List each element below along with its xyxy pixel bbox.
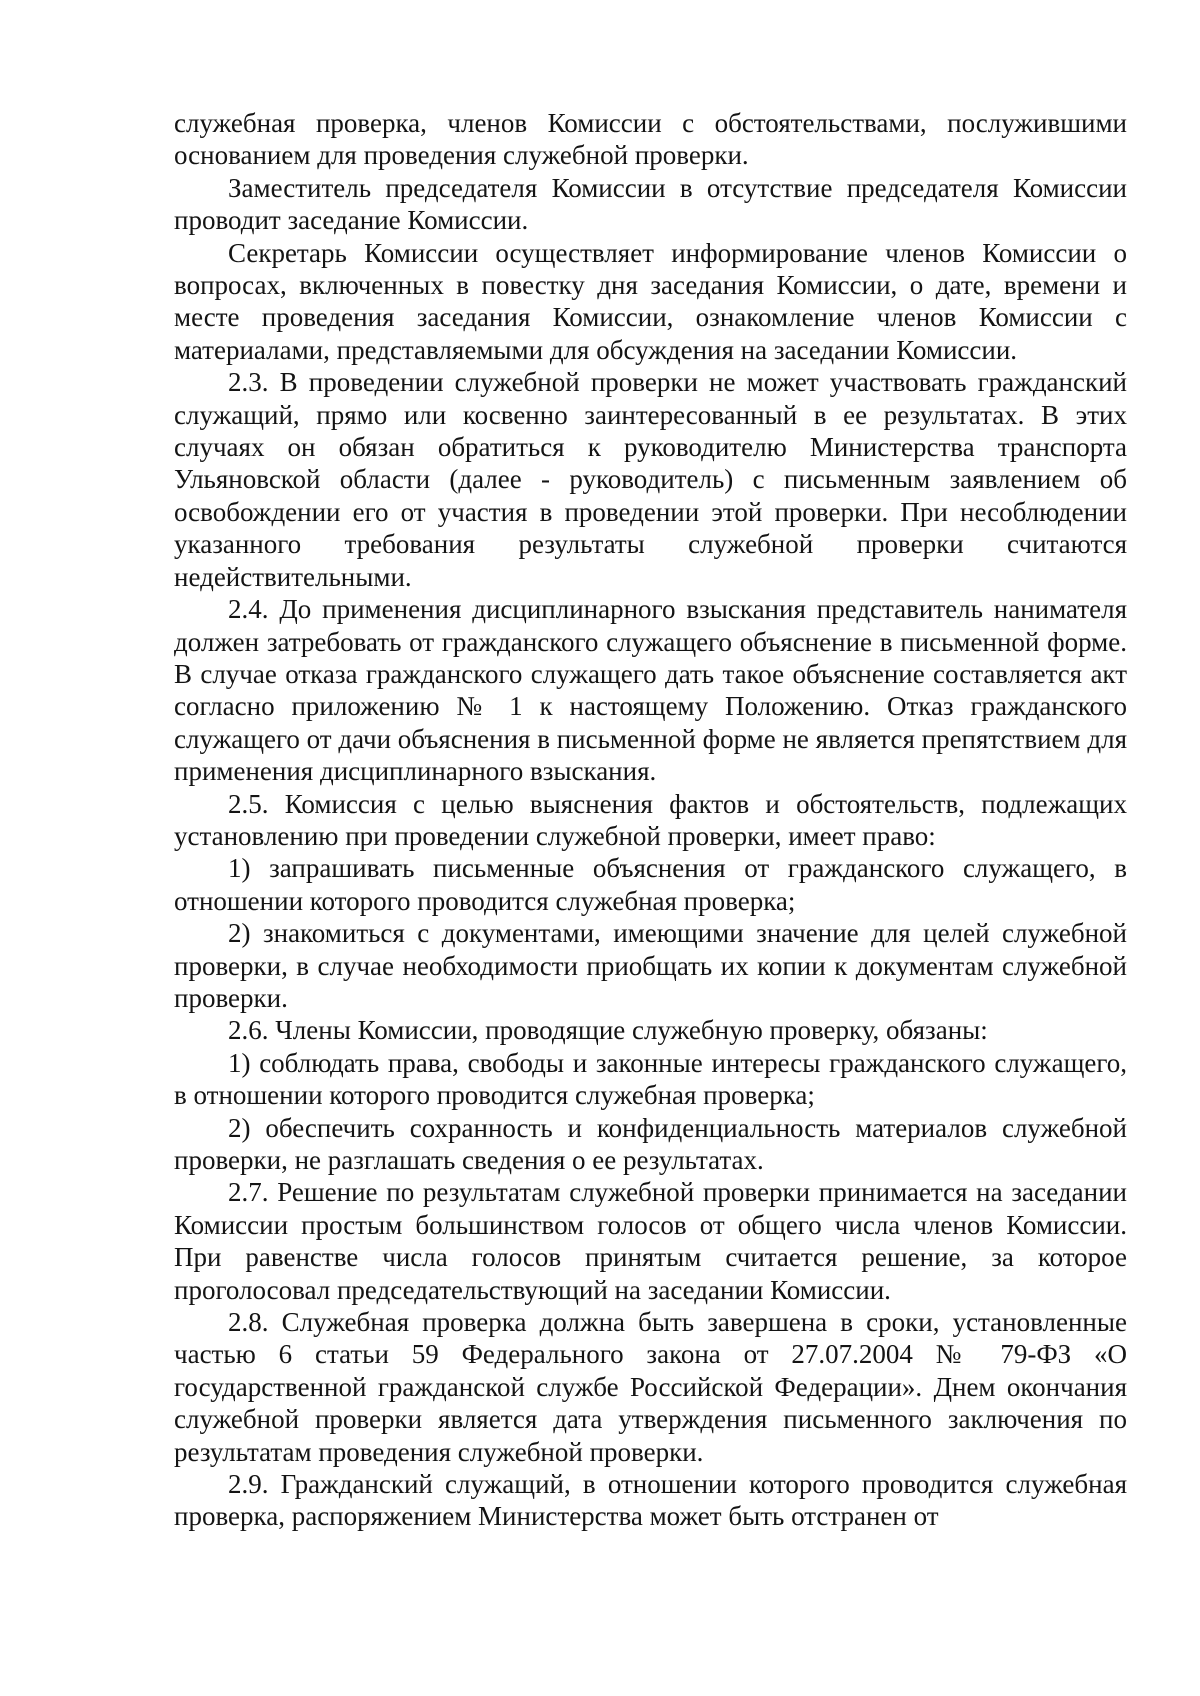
- paragraph-deputy-chair: Заместитель председателя Комиссии в отсутствие председателя Комиссии проводит заседание Комиссии.: [174, 172, 1127, 236]
- paragraph-2-8: 2.8. Служебная проверка должна быть завершена в сроки, установленные частью 6 статьи 59 Федерального закона от 27.07.2004 № 79-ФЗ «О государственной гражданской службе Российской Федерации». Днем окончания служебной проверки является дата утверждения письменного заключения по результатам проведения служебной проверки.: [174, 1307, 1127, 1467]
- paragraph-2-3: 2.3. В проведении служебной проверки не может участвовать гражданский служащий, прямо или косвенно заинтересованный в ее результатах. В этих случаях он обязан обратиться к руководителю Министерства транспорта Ульяновской области (далее - руководитель) с письменным заявлением об освобождении его от участия в проведении этой проверки. При несоблюдении указанного требования результаты служебной проверки считаются недействительными.: [174, 367, 1127, 592]
- paragraph-2-9: 2.9. Гражданский служащий, в отношении которого проводится служебная проверка, распоряжением Министерства может быть отстранен от: [174, 1469, 1127, 1532]
- document-body: [174, 107, 1127, 1533]
- paragraph-continuation: служебная проверка, членов Комиссии с обстоятельствами, послужившими основанием для проведения служебной проверки.: [174, 108, 1127, 171]
- paragraph-2-6-item-1: 1) соблюдать права, свободы и законные интересы гражданского служащего, в отношении которого проводится служебная проверка;: [174, 1047, 1127, 1111]
- paragraph-2-6: 2.6. Члены Комиссии, проводящие служебную проверку, обязаны:: [228, 1015, 988, 1046]
- paragraph-2-5-item-2: 2) знакомиться с документами, имеющими значение для целей служебной проверки, в случае необходимости приобщать их копии к документам служебной проверки.: [174, 918, 1127, 1013]
- paragraph-secretary: Секретарь Комиссии осуществляет информирование членов Комиссии о вопросах, включенных в повестку дня заседания Комиссии, о дате, времени и месте проведения заседания Комиссии, ознакомление членов Комиссии с материалами, представляемыми для обсуждения на заседании Комиссии.: [174, 237, 1127, 365]
- paragraph-2-7: 2.7. Решение по результатам служебной проверки принимается на заседании Комиссии простым большинством голосов от общего числа членов Комиссии. При равенстве числа голосов принятым считается решение, за которое проголосовал председательствующий на заседании Комиссии.: [174, 1177, 1127, 1305]
- paragraph-2-5: 2.5. Комиссия с целью выяснения фактов и обстоятельств, подлежащих установлению при проведении служебной проверки, имеет право:: [174, 788, 1127, 851]
- paragraph-2-5-item-1: 1) запрашивать письменные объяснения от гражданского служащего, в отношении которого проводится служебная проверка;: [174, 853, 1127, 916]
- paragraph-2-4: 2.4. До применения дисциплинарного взыскания представитель нанимателя должен затребовать от гражданского служащего объяснение в письменной форме. В случае отказа гражданского служащего дать такое объяснение составляется акт согласно приложению № 1 к настоящему Положению. Отказ гражданского служащего от дачи объяснения в письменной форме не является препятствием для применения дисциплинарного взыскания.: [174, 594, 1127, 787]
- paragraph-2-6-item-2: 2) обеспечить сохранность и конфиденциальность материалов служебной проверки, не разглашать сведения о ее результатах.: [174, 1112, 1127, 1175]
